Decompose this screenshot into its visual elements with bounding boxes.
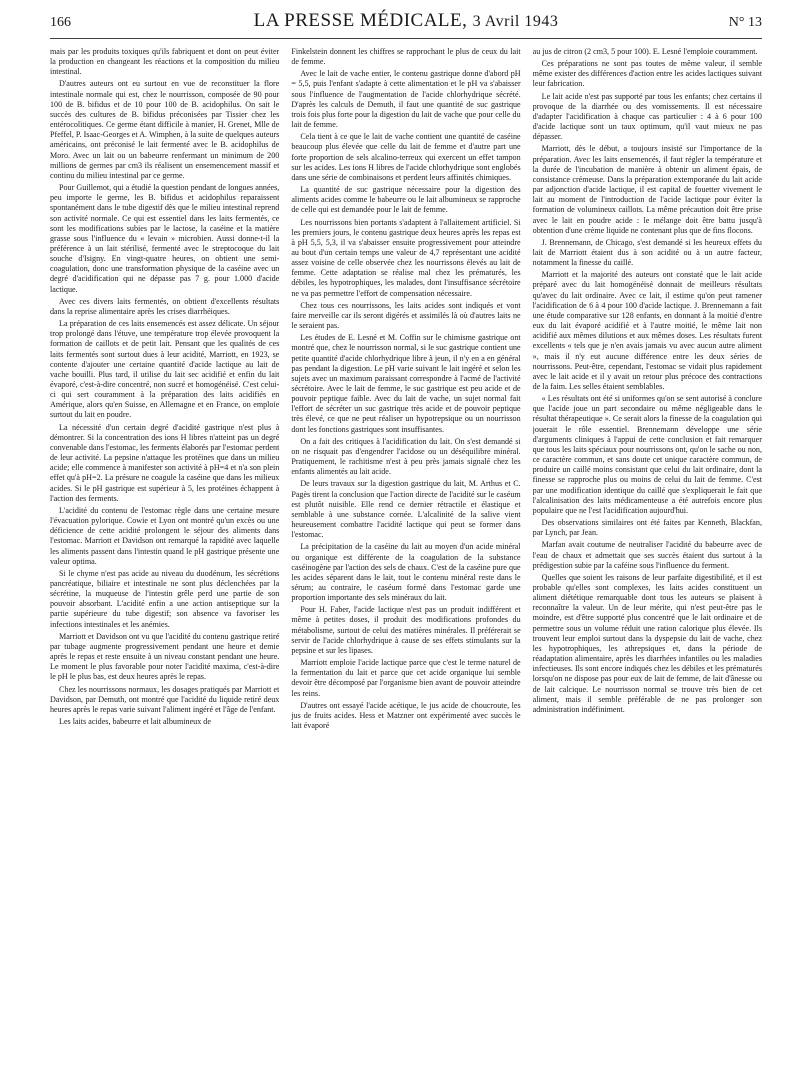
issue-number: N° 13 [728,15,762,30]
paragraph: J. Brennemann, de Chicago, s'est demandé si les heureux effets du lait de Marriott étaient dus à son acidité ou à un autre facteur, notamment la finesse du caillé. [532,237,762,268]
paragraph: Marriott, dès le début, a toujours insisté sur l'importance de la préparation. Avec les laits ensemencés, il faut régler la température et la durée de l'incubation de manière à obtenir un aliment épais, de consistance crémeuse. Dans la préparation extemporanée du lait acide par adjonction d'acide lactique, il est capital de fouetter vivement le lait au moment de l'introduction de l'acide lactique pour éviter la formation de volumineux caillots. La même précaution doit être prise avec le lait en poudre acide : le mélange doit être battu jusqu'à obtention d'une crème liquide ne contenant plus que de fins flocons. [532,144,762,235]
page-number: 166 [50,15,71,30]
issue-date: 3 Avril 1943 [472,13,559,30]
paragraph: On a fait des critiques à l'acidification du lait. On s'est demandé si on ne risquait pas d'engendrer l'acidose ou un déséquilibre minéral. Pratiquement, le rachitisme n'est à peu près jamais signalé chez les enfants alimentés au lait acide. [291,436,521,477]
paragraph: Des observations similaires ont été faites par Kenneth, Blackfan, par Lynch, par Jean. [532,518,762,538]
journal-title: LA PRESSE MÉDICALE, [253,10,468,31]
paragraph: Cela tient à ce que le lait de vache contient une quantité de caséine beaucoup plus élevée que celle du lait de femme et d'autre part une forte proportion de sels alcalino-terreux qui exercent un effet tampon sur les acides. Les ions H libres de l'acide chlorhydrique sont englobés dans une série de combinaisons et perdent leurs affinités chimiques. [291,132,521,182]
paragraph: Avec ces divers laits fermentés, on obtient d'excellents résultats dans la reprise alimentaire après les crises diarrhéiques. [50,296,280,316]
paragraph: Marfan avait coutume de neutraliser l'acidité du babeurre avec de l'eau de chaux et admettait que ses succès étaient dus surtout à la prédigestion subie par la caféine sous l'influence du ferment. [532,540,762,570]
column-middle [291,47,520,1067]
paragraph: Pour Guillemot, qui a étudié la question pendant de longues années, peu importe le germe, les B. bifidus et acidophilus reparaissent spontanément dans le tube digestif dès que le milieu intestinal reprend son activité normale. Ce qui est essentiel dans les laits fermentés, ce sont les modifications subies par le lactose, la caséine et la matière grasse sous l'influence du « levain » microbien. Aussi donne-t-il la préférence à un lait stérilisé, fermenté avec le streptocoque du lait souche d'Isigny. En vingt-quatre heures, on obtient une semi-coagulation, donc une transformation physique de la caséine avec un degré d'acidification qui ne dépasse pas 7 g. pour 1.000 d'acide lactique. [50,183,280,294]
page-header [50,10,762,39]
journal-title-line [110,10,702,32]
paragraph: au jus de citron (2 cm3, 5 pour 100). E. Lesné l'emploie couramment. [532,47,758,56]
column-right [533,47,762,1067]
paragraph: Marriott emploie l'acide lactique parce que c'est le terme naturel de la fermentation du lait et parce que cet acide organique lui semble devoir être décomposé par l'organisme bien avant de pouvoir atteindre les reins. [291,658,521,698]
paragraph: L'acidité du contenu de l'estomac règle dans une certaine mesure l'évacuation pylorique. Cowie et Lyon ont montré qu'un excès ou une déficience de cette acidité prolongent le séjour des aliments dans l'estomac. Marriott et Davidson ont remarqué la rapidité avec laquelle les aliments passent dans l'intestin quand le pH gastrique présente une valeur optima. [50,505,280,566]
paragraph: Quelles que soient les raisons de leur parfaite digestibilité, et il est probable qu'elles sont complexes, les laits acides constituent un aliment diététique remarquable dont tous les auteurs se plaisent à reconnaître la valeur. Un de leur mérite, qui n'est peut-être pas le moindre, est d'être supporté plus concentré que le lait ordinaire et de permettre sous un volume réduit une ration calorique plus élevée. Ils trouvent leur emploi surtout dans la dyspepsie du lait de vache, chez les hypotrophiques, les athrepsiques et, dans la période de réadaptation alimentaire, après les diarrhées infantiles ou les maladies infectieuses. Ils sont encore indiqués chez les débiles et les prématurés lorsqu'on ne dispose pas pour eux de lait de femme, de lait d'ânesse ou de lait calcique. Le nourrisson normal se trouve très bien de cet aliment, mais il semble préférable de ne pas prolonger son administration indéfiniment. [532,572,762,714]
paragraph: mais par les produits toxiques qu'ils fabriquent et dont on peut éviter la production en changeant les réactions et la composition du milieu intestinal. [50,47,280,77]
paragraph: Le lait acide n'est pas supporté par tous les enfants; chez certains il provoque de la diarrhée ou des vomissements. Il est nécessaire d'adapter l'acidification à chaque cas particulier : 4 à 6 pour 100 d'acide lactique sont un taux optimum, qu'il vaut mieux ne pas dépasser. [532,91,762,142]
paragraph: La précipitation de la caséine du lait au moyen d'un acide minéral ou organique est différente de la coagulation de la substance caséinogène par l'action des sels de chaux. C'est de la caséine pure que les acides séparent dans le lait, tout le contenu minéral reste dans le sérum; au contraire, le caséum formé dans l'estomac garde une proportion importante des sels minéraux du lait. [291,542,521,603]
paragraph: De leurs travaux sur la digestion gastrique du lait, M. Arthus et C. Pagès tirent la conclusion que l'action directe de l'acidité sur le caséum est plutôt nuisible. Elle rend ce dernier rétractile et élastique et semblable à une substance cornée. L'alcalinité de la salive vient heureusement combattre l'acidité lactique qui peut se former dans l'estomac. [291,479,521,540]
paragraph: La quantité de suc gastrique nécessaire pour la digestion des aliments acides comme le babeurre ou le lait albumineux se rapproche de celle qui est demandée pour le lait de femme. [291,185,521,215]
paragraph: Les laits acides, babeurre et lait albumineux de [59,717,211,726]
paragraph: Marriott et la majorité des auteurs ont constaté que le lait acide préparé avec du lait homogénéisé donnait de meilleurs résultats qu'avec du lait ordinaire. Avec ce lait, il estime qu'on peut ramener l'acidification de 6 à 4 pour 100 d'acide lactique. J. Brennemann a fait une étude comparative sur 128 enfants, en donnant à la moitié d'entre eux du lait évaporé acidifié et à l'autre moitié, le même lait non acidifié aux mêmes dilutions et aux mêmes doses. Les résultats furent excellents « tels que je n'en avais jamais vu avec aucun autre aliment », mais il n'y eut aucune différence entre les deux séries de nourrissons. Peut-être, cependant, l'estomac se vidait plus rapidement avec le lait acide et il y avait un retour plus précoce des contractions de la faim. Les selles étaient semblables. [532,270,762,391]
paragraph: Chez tous ces nourrissons, les laits acides sont indiqués et vont faire merveille car ils seront digérés et assimilés là où d'autres laits ne le seraient pas. [291,300,521,331]
paragraph: La préparation de ces laits ensemencés est assez délicate. Un séjour trop prolongé dans l'étuve, une température trop élevée provoquent la formation de caillots et de petit lait. Pensant que les qualités de ces laits fermentés sont surtout dues à leur acidité, Marriott, en 1923, se contente d'ajouter une certaine quantité d'acide lactique au lait de vache bouilli. Plus tard, il utilise du lait sec acidifié et enfin du lait évaporé, c'est-à-dire concentré, non sucré et homogénéisé. C'est celui-ci qui sert couramment à la préparation des laits acidifiés en Amérique, alors qu'en Suisse, en Allemagne et en France, on emploie surtout du lait en poudre. [50,319,280,420]
paragraph: Les nourrissons bien portants s'adaptent à l'allaitement artificiel. Si les premiers jours, le contenu gastrique deux heures après les repas est à pH 5,5, 5,3, il va s'abaisser ensuite progressivement pour atteindre au bout d'un certain temps une valeur de 4,7 représentant une acidité assez voisine de celle observée chez les nourrissons élevés au lait de femme. Cette adaptation se réalise mal chez les prématurés, les débiles, les hypotrophiques, les malades, dont l'insuffisance sécrétoire ne va pas permettre l'effort de compensation nécessaire. [291,217,521,298]
paragraph: « Les résultats ont été si uniformes qu'on se sent autorisé à conclure que l'acide joue un part secondaire ou même négligeable dans le résultat thérapeutique ». Ce serait alors la finesse de la coagulation qui jouerait le rôle essentiel. Brennemann développe une série d'arguments cliniques à l'appui de cette conclusion et fait remarquer que tous les laits spéciaux pour nourrissons ont, qu'on le sache ou non, ce caractère commun, et sans doute cet unique caractère commun, de produire un caillé moins consistant que celui du lait ordinaire, dont la finesse se rapproche plus ou moins de celui du lait de femme. C'est par une modification identique du caillé que s'expliquerait le fait que l'alcalinisation des laits médicamenteuse a été autrefois encore plus populaire que ne l'est l'acidification aujourd'hui. [532,394,762,515]
paragraph: Pour H. Faber, l'acide lactique n'est pas un produit indifférent et même à petites doses, il produit des modifications profondes du métabolisme, surtout de celui des matières minérales. Il préférerait se servir de l'acide chlorhydrique à cause de ses effets stimulants sur la pepsine et sur les lipases. [291,605,521,655]
paragraph: Les études de E. Lesné et M. Coffin sur le chimisme gastrique ont montré que, chez le nourrisson normal, si le suc gastrique contient une petite quantité d'acide chlorhydrique libre à jeun, il n'y en a en général pas pendant la digestion. Le pH varie suivant le lait ingéré et selon les sujets avec un maximum paraissant correspondre à l'acmé de l'activité sécrétoire. Avec le lait de femme, le suc gastrique est peu acide et de pouvoir peptique faible. Avec du lait de vache, un sujet normal fait l'effort de sécréter un suc gastrique très acide et de pouvoir peptique très élevé, ce que ne peut réaliser un hypotrepsique ou un nourrisson dont les fonctions gastriques sont insuffisantes. [291,333,521,434]
paragraph: Marriott et Davidson ont vu que l'acidité du contenu gastrique retiré par tubage augmente progressivement pendant une heure et demie après le repas et reste ensuite à un niveau constant pendant une heure. Le moment le plus favorable pour noter l'acidité maxima, c'est-à-dire le pH le plus bas, est deux heures après le repas. [50,631,280,682]
column-left [50,47,279,1067]
paragraph: D'autres ont essayé l'acide acétique, le jus acide de choucroute, les jus de fruits acides. Hess et Matzner ont expérimenté avec succès le lait évaporé [291,700,521,730]
paragraph: Avec le lait de vache entier, le contenu gastrique donne d'abord pH = 5,5, puis l'enfant s'adapte à cette alimentation et le pH va s'abaisser sous l'influence de l'augmentation de l'acide chlorhydrique sécrété. D'après les calculs de Demuth, il faut une quantité de suc gastrique trois fois plus forte pour la digestion du lait de vache que pour celle du lait de femme. [291,69,521,130]
paragraph: Chez les nourrissons normaux, les dosages pratiqués par Marriott et Davidson, par Demuth, ont montré que l'acidité du liquide retiré deux heures après le repas varie suivant l'aliment ingéré et l'âge de l'enfant. [50,684,280,714]
article-columns [50,47,762,1067]
paragraph: Si le chyme n'est pas acide au niveau du duodénum, les sécrétions pancréatique, biliaire et intestinale ne sont plus déclenchées par la sécrétine, la muqueuse de l'intestin grêle perd une partie de son pouvoir absorbant. L'acidité enfin a une action antiseptique sur la partie supérieure du tube digestif; son absence va favoriser les infections intestinales et les anémies. [50,568,280,629]
paragraph: Ces préparations ne sont pas toutes de même valeur, il semble même exister des différences d'action entre les acides lactiques suivant leur fabrication. [532,59,762,89]
paragraph: D'autres auteurs ont eu surtout en vue de reconstituer la flore intestinale normale qui est, chez le nourrisson, composée de 90 pour 100 de B. bifidus et de 10 pour 100 de B. acidophilus. On sait le succès des cultures de B. bifidus préconisées par Tissier chez les entérocolitiques. Ce germe étant difficile à manier, H. Grenet, Mlle de Pfeffel, P. Isaac-Georges et A. Wimphen, à la suite de quelques auteurs américains, ont préconisé le lait fermenté avec le B. acidophilus de Moro. Avec un lait ou un babeurre renfermant un minimum de 200 millions de germes par cm3 ils réalisent un ensemencement massif et continu du milieu intestinal par ce germe. [50,79,280,180]
paragraph: Finkelstein donnent les chiffres se rapprochant le plus de ceux du lait de femme. [291,47,521,67]
paragraph: La nécessité d'un certain degré d'acidité gastrique n'est plus à démontrer. Si la concentration des ions H libres n'atteint pas un degré convenable dans l'estomac, les ferments élaborés par l'estomac perdent de leur activité. La pepsine n'attaque les protéines que dans un milieu acide; elle commence à manifester son activité à pH=4 et n'a son plein effet qu'à pH=2. La présure ne coagule la caséine que dans les milieux acides. Si le pH gastrique est supérieur à 5, les protéines échappent à l'action des ferments. [50,422,280,503]
